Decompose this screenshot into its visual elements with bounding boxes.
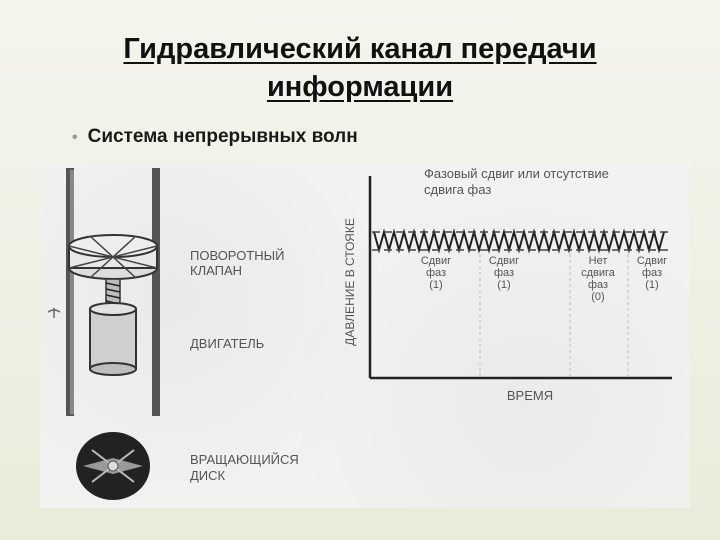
motor (90, 303, 136, 375)
label-valve-1: ПОВОРОТНЫЙ (190, 248, 285, 263)
rotating-disk (76, 432, 150, 500)
segment-1-label (421, 255, 451, 291)
segment-3-label (581, 255, 616, 303)
label-motor: ДВИГАТЕЛЬ (190, 336, 265, 351)
svg-text:Сдвиг: Сдвиг (420, 255, 452, 267)
chart-ylabel: ДАВЛЕНИЕ В СТОЯКЕ (343, 218, 357, 346)
svg-text:фаз: фаз (641, 267, 663, 279)
chart-xlabel: ВРЕМЯ (506, 388, 554, 403)
chart-axes (370, 176, 672, 378)
scanned-diagram (40, 162, 690, 508)
svg-text:(1): (1) (497, 279, 511, 291)
label-valve-2: КЛАПАН (190, 263, 243, 278)
bullet-item (72, 126, 358, 148)
svg-text:Нет: Нет (588, 255, 608, 267)
pressure-waveform (374, 232, 664, 250)
svg-text:Сдвиг: Сдвиг (636, 255, 668, 267)
svg-text:фаз: фаз (587, 279, 609, 291)
bullet-dot-icon: • (72, 129, 78, 146)
rotary-valve (69, 235, 157, 279)
title-line-2: информации (266, 71, 454, 103)
label-disk-2: ДИСК (190, 468, 226, 483)
title-line-1: Гидравлический канал передачи (123, 33, 597, 65)
svg-text:(1): (1) (645, 279, 659, 291)
segment-2-label (489, 255, 519, 291)
svg-text:Сдвиг: Сдвиг (488, 255, 520, 267)
slide-title (60, 30, 660, 106)
svg-text:сдвига: сдвига (581, 267, 615, 279)
segment-4-label (637, 255, 667, 291)
pipe-wall-right (152, 168, 160, 416)
diagram-svg (40, 162, 690, 508)
chart-header-1: Фазовый сдвиг или отсутствие (424, 166, 609, 181)
chart-header-2: сдвига фаз (424, 182, 492, 197)
svg-text:(0): (0) (591, 291, 605, 303)
svg-text:фаз: фаз (493, 267, 515, 279)
label-disk-1: ВРАЩАЮЩИЙСЯ (190, 452, 299, 467)
bullet-text: Система непрерывных волн (87, 126, 358, 147)
svg-text:(1): (1) (429, 279, 443, 291)
svg-text:фаз: фаз (425, 267, 447, 279)
